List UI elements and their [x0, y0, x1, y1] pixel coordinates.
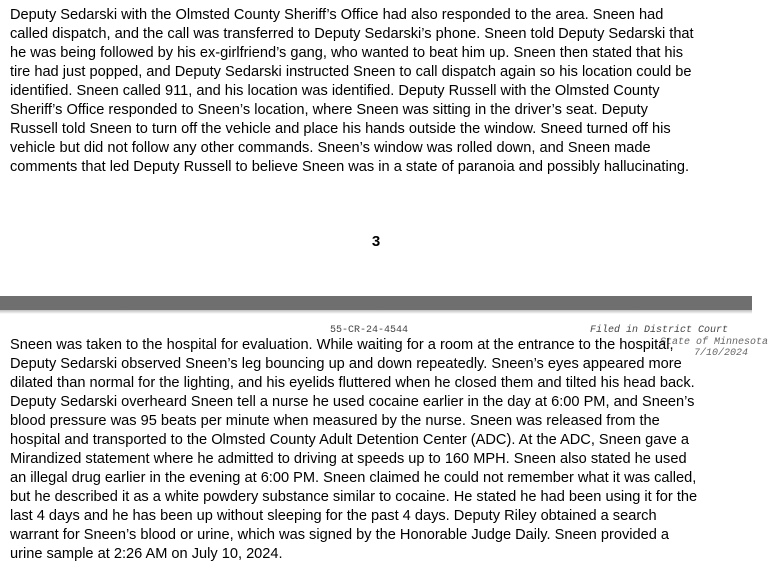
- paragraph-line: urine sample at 2:26 AM on July 10, 2024.: [10, 546, 283, 562]
- paragraph-line: comments that led Deputy Russell to believe Sneen was in a state of paranoia and possibly hallucinating.: [10, 159, 690, 175]
- paragraph-line: Deputy Sedarski observed Sneen’s leg bouncing up and down repeatedly. Sneen’s eyes appeared more: [10, 356, 682, 372]
- paragraph-line: tire had just popped, and Deputy Sedarski instructed Sneen to call dispatch again so his location could be: [10, 64, 692, 80]
- filed-date-stamp: 7/10/2024: [694, 348, 749, 359]
- page-separator: [0, 296, 752, 310]
- paragraph-line: called dispatch, and the call was transferred to Deputy Sedarski’s phone. Sneen told Deputy Sedarski that: [10, 26, 694, 42]
- paragraph-line: Deputy Sedarski overheard Sneen tell a nurse he used cocaine earlier in the day at 6:00 PM, and Sneen’s: [10, 394, 695, 410]
- paragraph-line: dilated than normal for the lighting, and his eyelids fluttered when he closed them and tilted his head back.: [10, 375, 695, 391]
- state-stamp: State of Minnesota: [660, 337, 768, 348]
- paragraph-line: blood pressure was 95 beats per minute when measured by the nurse. Sneen was released from the: [10, 413, 660, 429]
- paragraph-line: but he described it as a white powdery substance similar to cocaine. He stated he had been using it for the: [10, 489, 698, 505]
- paragraph-line: identified. Sneen called 911, and his location was identified. Deputy Russell with the Olmsted County: [10, 83, 660, 99]
- paragraph-line: vehicle but did not follow any other commands. Sneen’s window was rolled down, and Sneen made: [10, 140, 651, 156]
- case-number-stamp: 55-CR-24-4544: [330, 325, 409, 336]
- paragraph-line: Russell told Sneen to turn off the vehicle and place his hands outside the window. Sneed turned off his: [10, 121, 671, 137]
- page-number: 3: [371, 233, 381, 250]
- paragraph-line: Sheriff’s Office responded to Sneen’s location, where Sneen was sitting in the driver’s seat. Deputy: [10, 102, 648, 118]
- paragraph-line: hospital and transported to the Olmsted County Adult Detention Center (ADC). At the ADC, Sneen gave a: [10, 432, 689, 448]
- paragraph-line: Sneen was taken to the hospital for evaluation. While waiting for a room at the entrance to the hospital,: [10, 337, 674, 353]
- paragraph-line: Mirandized statement where he admitted to driving at speeds up to 160 MPH. Sneen also stated he used: [10, 451, 687, 467]
- paragraph-line: Deputy Sedarski with the Olmsted County Sheriff’s Office had also responded to the area. Sneen had: [10, 7, 664, 23]
- filed-stamp: Filed in District Court: [590, 325, 729, 336]
- paragraph-line: an illegal drug earlier in the evening at 6:00 PM. Sneen claimed he could not remember what it was called,: [10, 470, 697, 486]
- paragraph-line: he was being followed by his ex-girlfriend’s gang, who wanted to beat him up. Sneen then stated that his: [10, 45, 684, 61]
- body-paragraph-bottom: [10, 336, 748, 564]
- paragraph-line: last 4 days and he has been up without sleeping for the past 4 days. Deputy Riley obtained a search: [10, 508, 657, 524]
- document-page-bottom: [0, 314, 768, 574]
- body-paragraph-top: [10, 6, 745, 177]
- paragraph-line: warrant for Sneen’s blood or urine, which was signed by the Honorable Judge Daily. Sneen provided a: [10, 527, 670, 543]
